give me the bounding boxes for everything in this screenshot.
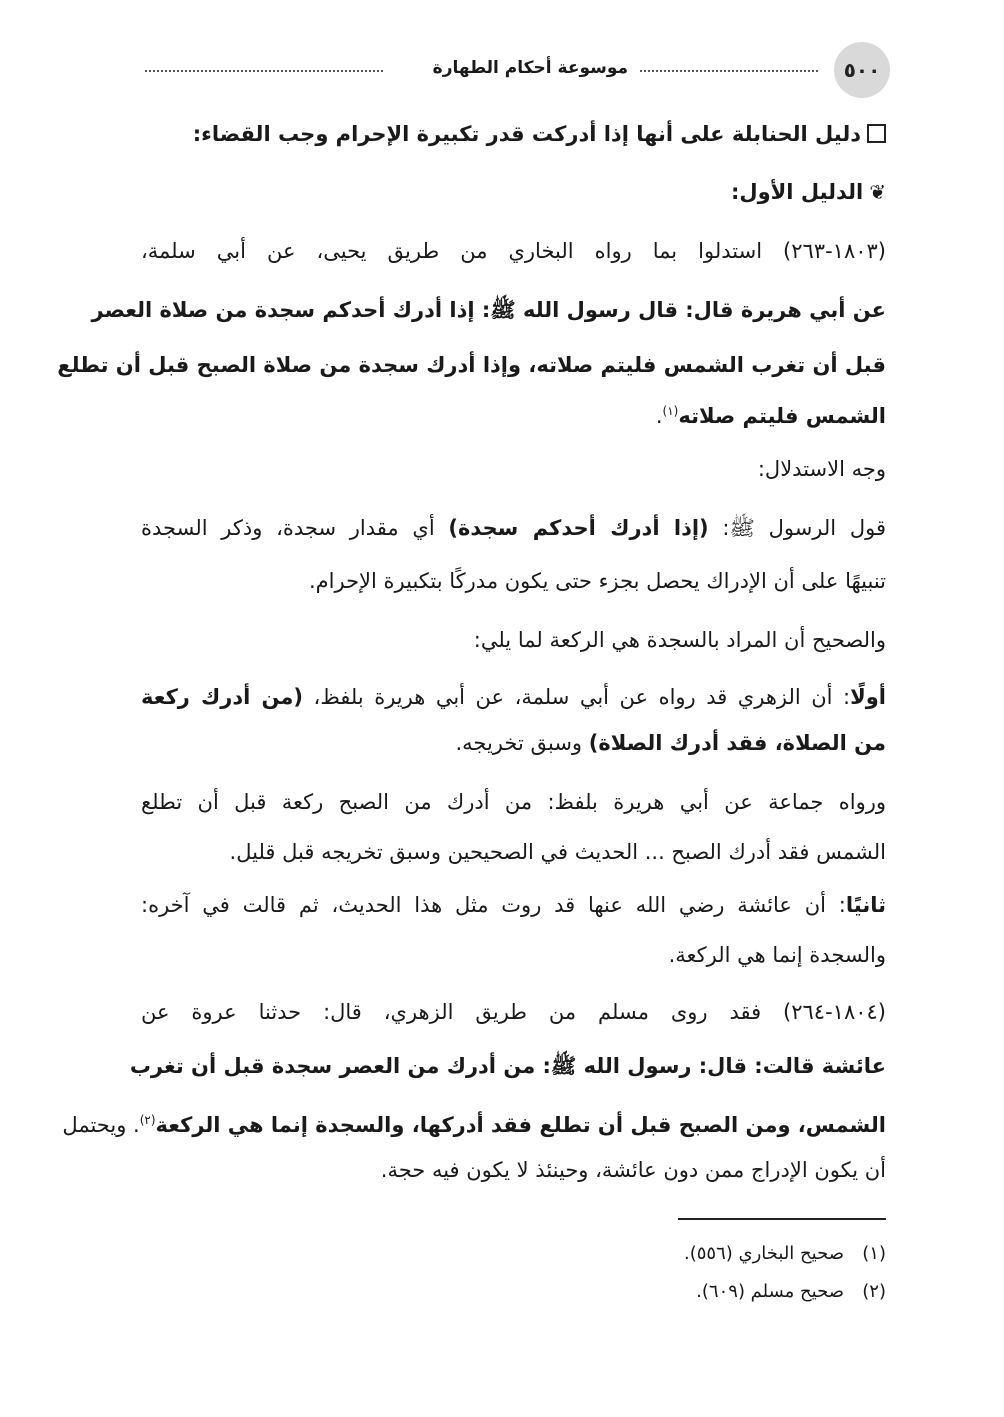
header-dotted-line: [640, 70, 818, 72]
header-dotted-line: [145, 70, 383, 72]
text-line: (١٨٠٤-٢٦٤) فقد روى مسلم من طريق الزهري، قال: حدثنا عروة عن: [141, 1000, 886, 1024]
footnote-separator: [678, 1218, 886, 1220]
text-line: قبل أن تغرب الشمس فليتم صلاته، وإذا أدرك سجدة من صلاة الصبح قبل أن تطلع: [57, 353, 886, 377]
text-line: عائشة قالت: قال: رسول الله ﷺ: من أدرك من العصر سجدة قبل أن تغرب: [129, 1054, 886, 1078]
text-line: تنبيهًا على أن الإدراك يحصل بجزء حتى يكون مدركًا بتكبيرة الإحرام.: [308, 569, 886, 593]
text-line: أن يكون الإدراج ممن دون عائشة، وحينئذ لا يكون فيه حجة.: [380, 1158, 886, 1182]
text-line: من الصلاة، فقد أدرك الصلاة) وسبق تخريجه.: [455, 731, 886, 755]
text-line: عن أبي هريرة قال: قال رسول الله ﷺ: إذا أدرك أحدكم سجدة من صلاة العصر: [91, 298, 886, 322]
page-header: [145, 42, 890, 102]
text-line: أولًا: أن الزهري قد رواه عن أبي سلمة، عن أبي هريرة بلفظ، (من أدرك ركعة: [141, 685, 886, 709]
footnote-number: (١): [862, 1243, 886, 1264]
section-heading: دليل الحنابلة على أنها إذا أدركت قدر تكبيرة الإحرام وجب القضاء:: [141, 119, 886, 149]
footnote-ref: (١): [662, 404, 679, 418]
footnote-text: صحيح البخاري (٥٥٦).: [684, 1243, 844, 1264]
footnote: [696, 1279, 886, 1305]
leaf-icon: ❦: [869, 180, 886, 204]
page-number: ٥٠٠: [834, 42, 890, 98]
text-line: ورواه جماعة عن أبي هريرة بلفظ: من أدرك من الصبح ركعة قبل أن تطلع: [141, 790, 886, 814]
footnote: [684, 1241, 886, 1267]
text-line: الشمس، ومن الصبح قبل أن تطلع فقد أدركها، والسجدة إنما هي الركعة$^{(٢)}$. ويحتمل: [62, 1113, 886, 1137]
subheading: ❦الدليل الأول:: [141, 177, 886, 207]
text-line: (١٨٠٣-٢٦٣) استدلوا بما رواه البخاري من طريق يحيى، عن أبي سلمة،: [141, 239, 886, 263]
text-line: وجه الاستدلال:: [757, 457, 886, 481]
text-line: قول الرسول ﷺ: (إذا أدرك أحدكم سجدة) أي مقدار سجدة، وذكر السجدة: [141, 516, 886, 540]
text-line: والصحيح أن المراد بالسجدة هي الركعة لما يلي:: [473, 628, 886, 652]
text-line: ثانيًا: أن عائشة رضي الله عنها قد روت مثل هذا الحديث، ثم قالت في آخره:: [141, 893, 886, 917]
footnote-ref: (٢): [139, 1113, 156, 1127]
text-line: الشمس فقد أدرك الصبح ... الحديث في الصحيحين وسبق تخريجه قبل قليل.: [229, 840, 886, 864]
text-line: والسجدة إنما هي الركعة.: [668, 943, 886, 967]
footnote-number: (٢): [862, 1281, 886, 1302]
text-line: الشمس فليتم صلاته$^{(١)}$.: [655, 404, 886, 428]
footnote-text: صحيح مسلم (٦٠٩).: [696, 1281, 844, 1302]
checkbox-icon: [867, 124, 886, 143]
book-title: موسوعة أحكام الطهارة: [432, 58, 628, 78]
